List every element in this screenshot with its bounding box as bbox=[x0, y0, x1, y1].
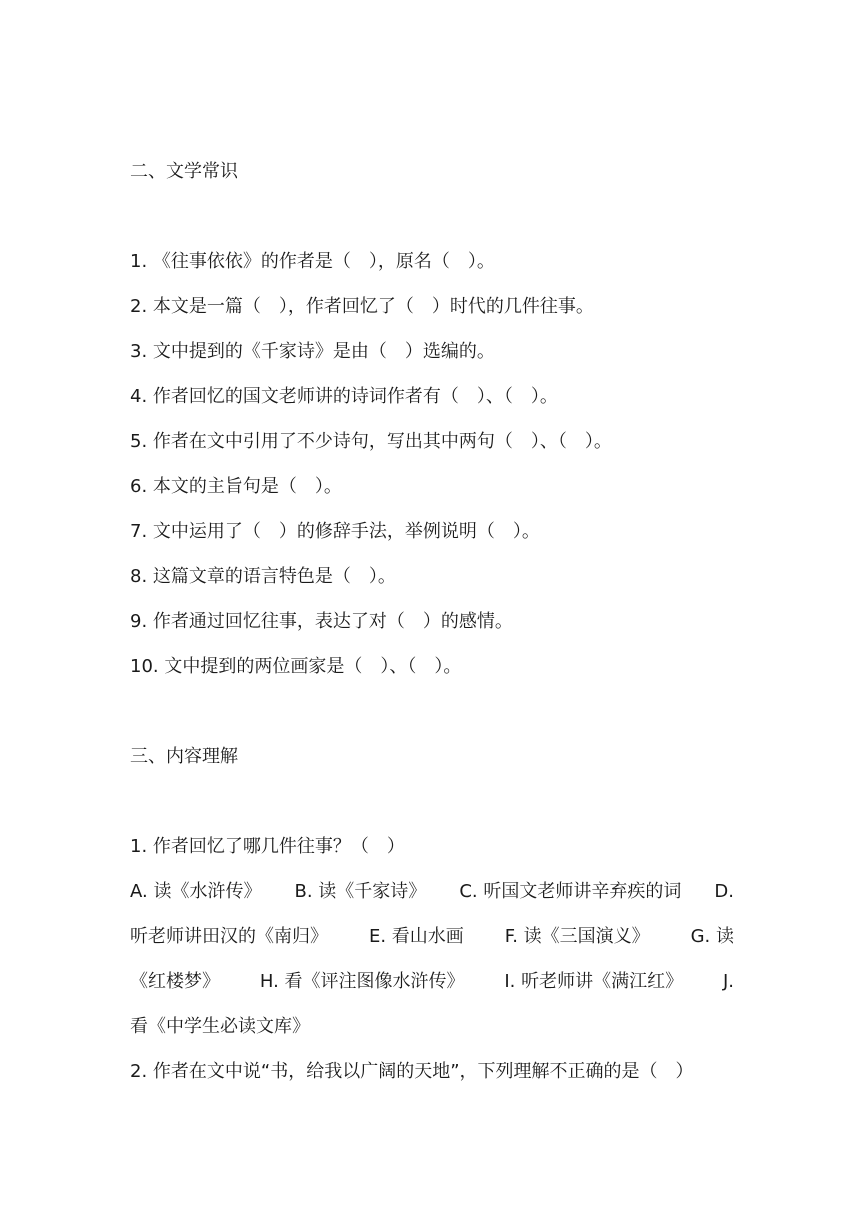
option: 《红楼梦》 bbox=[130, 971, 220, 992]
options-line bbox=[130, 925, 734, 949]
option: 听老师讲田汉的《南归》 bbox=[130, 926, 328, 947]
options-line bbox=[130, 880, 734, 904]
question-stem: 1. 作者回忆了哪几件往事？（ ） bbox=[130, 836, 405, 857]
option: G. 读 bbox=[690, 926, 734, 947]
option: E. 看山水画 bbox=[368, 926, 464, 947]
question-item: 8. 这篇文章的语言特色是（ ）。 bbox=[130, 566, 396, 587]
question-stem: 2. 作者在文中说“书，给我以广阔的天地”，下列理解不正确的是（ ） bbox=[130, 1061, 694, 1082]
options-line bbox=[130, 1015, 310, 1039]
section-heading-literary-knowledge: 二、文学常识 bbox=[130, 161, 238, 182]
section-heading-content-comprehension: 三、内容理解 bbox=[130, 746, 238, 767]
question-item: 4. 作者回忆的国文老师讲的诗词作者有（ ）、（ ）。 bbox=[130, 386, 558, 407]
option: J. bbox=[722, 971, 734, 992]
option: B. 读《千家诗》 bbox=[294, 881, 427, 902]
question-item: 2. 本文是一篇（ ），作者回忆了（ ）时代的几件往事。 bbox=[130, 296, 594, 317]
option: I. 听老师讲《满江红》 bbox=[504, 971, 684, 992]
question-item: 5. 作者在文中引用了不少诗句，写出其中两句（ ）、（ ）。 bbox=[130, 431, 612, 452]
document-page bbox=[130, 0, 734, 1216]
option: 看《中学生必读文库》 bbox=[130, 1016, 310, 1037]
option: H. 看《评注图像水浒传》 bbox=[259, 971, 465, 992]
options-line bbox=[130, 970, 734, 994]
question-item: 6. 本文的主旨句是（ ）。 bbox=[130, 476, 342, 497]
question-item: 1. 《往事依依》的作者是（ ），原名（ ）。 bbox=[130, 251, 495, 272]
question-item: 9. 作者通过回忆往事，表达了对（ ）的感情。 bbox=[130, 611, 513, 632]
option: A. 读《水浒传》 bbox=[130, 881, 262, 902]
question-item: 3. 文中提到的《千家诗》是由（ ）选编的。 bbox=[130, 341, 495, 362]
option: F. 读《三国演义》 bbox=[504, 926, 650, 947]
option: D. bbox=[714, 881, 734, 902]
question-item: 10. 文中提到的两位画家是（ ）、（ ）。 bbox=[130, 656, 462, 677]
option: C. 听国文老师讲辛弃疾的词 bbox=[459, 881, 682, 902]
question-item: 7. 文中运用了（ ）的修辞手法，举例说明（ ）。 bbox=[130, 521, 540, 542]
